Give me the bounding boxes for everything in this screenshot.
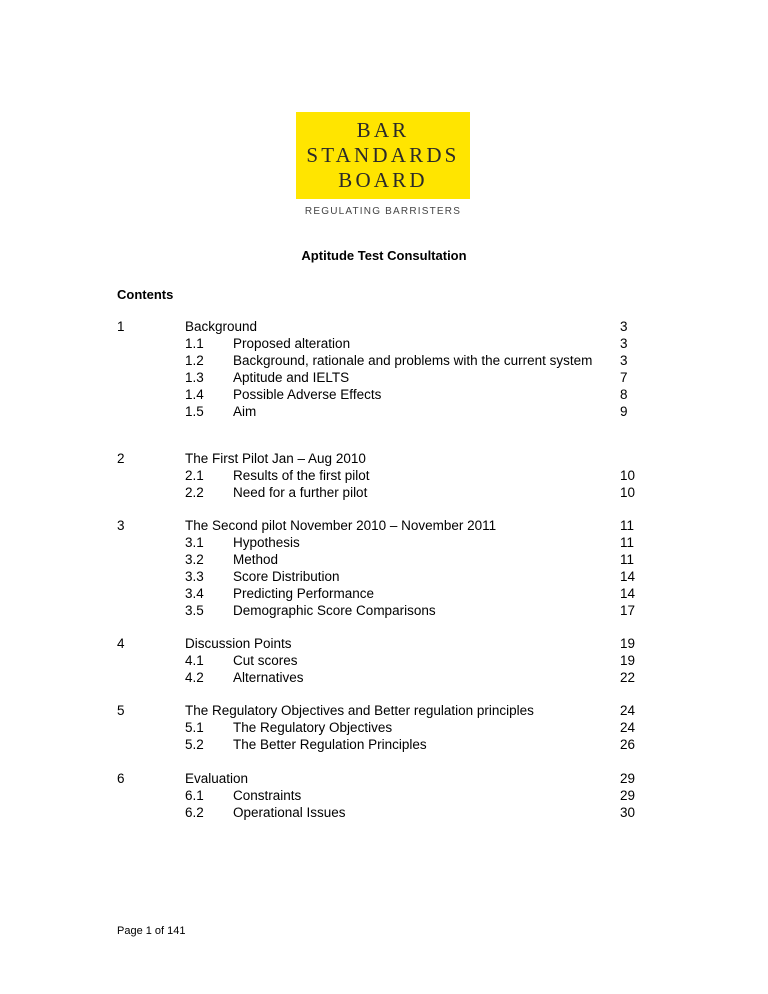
logo-tagline: REGULATING BARRISTERS — [304, 206, 462, 217]
entry-title: Aptitude and IELTS — [233, 370, 350, 385]
toc-entry[interactable] — [185, 386, 635, 403]
entry-page-number: 14 — [620, 569, 636, 584]
section-entries — [185, 770, 635, 821]
logo-line: BAR — [356, 118, 410, 142]
entry-title: Background, rationale and problems with the current system — [233, 353, 593, 368]
entry-page-number: 24 — [620, 720, 636, 735]
section-page-number: 24 — [620, 703, 636, 718]
entry-title: Need for a further pilot — [233, 485, 368, 500]
contents-heading: Contents — [117, 287, 174, 302]
entry-number: 2.2 — [185, 485, 204, 500]
entry-page-number: 14 — [620, 586, 636, 601]
entry-number: 1.5 — [185, 404, 204, 419]
toc-entry[interactable] — [185, 804, 635, 821]
section-entries — [185, 702, 635, 753]
section-page-number: 11 — [620, 518, 635, 533]
entry-number: 4.2 — [185, 670, 204, 685]
page-numbers — [620, 770, 635, 821]
page-numbers — [620, 318, 628, 420]
entry-title: The Better Regulation Principles — [233, 737, 427, 752]
document-title: Aptitude Test Consultation — [301, 248, 467, 263]
entry-page-number: 10 — [620, 485, 636, 500]
toc-entry[interactable] — [185, 551, 635, 568]
entry-title: Operational Issues — [233, 805, 346, 820]
toc-entry[interactable] — [185, 602, 635, 619]
entry-number: 6.2 — [185, 805, 204, 820]
toc-entry[interactable] — [185, 568, 635, 585]
entry-title: Aim — [233, 404, 257, 419]
entry-title: Constraints — [233, 788, 302, 803]
section-number: 1 — [117, 319, 125, 334]
logo-line: STANDARDS — [306, 143, 460, 167]
entry-page-number: 29 — [620, 788, 636, 803]
entry-title: Score Distribution — [233, 569, 340, 584]
toc-entry[interactable] — [185, 369, 635, 386]
entry-number: 4.1 — [185, 653, 204, 668]
entry-number: 3.5 — [185, 603, 204, 618]
page-numbers — [620, 635, 635, 686]
section-title[interactable]: The Second pilot November 2010 – November 2011 — [185, 518, 497, 533]
toc-entry[interactable] — [185, 669, 635, 686]
entry-number: 1.1 — [185, 336, 204, 351]
entry-page-number: 11 — [620, 535, 635, 550]
entry-title: Hypothesis — [233, 535, 300, 550]
entry-title: Results of the first pilot — [233, 468, 370, 483]
bar-standards-board-logo — [296, 112, 470, 199]
entry-title: Alternatives — [233, 670, 304, 685]
section-page-number: 19 — [620, 636, 636, 651]
page-numbers — [620, 702, 635, 753]
entry-page-number: 9 — [620, 404, 628, 419]
entry-number: 2.1 — [185, 468, 204, 483]
entry-number: 5.2 — [185, 737, 204, 752]
section-title[interactable]: Discussion Points — [185, 636, 292, 651]
entry-page-number: 26 — [620, 737, 636, 752]
section-title[interactable]: The First Pilot Jan – Aug 2010 — [185, 451, 366, 466]
section-title[interactable]: Background — [185, 319, 258, 334]
toc-entry[interactable] — [185, 719, 635, 736]
toc-entry[interactable] — [185, 403, 635, 420]
entry-page-number: 10 — [620, 468, 636, 483]
page-numbers — [620, 450, 635, 501]
toc-entry[interactable] — [185, 787, 635, 804]
page-numbers — [620, 517, 635, 619]
section-number: 6 — [117, 771, 125, 786]
entry-number: 5.1 — [185, 720, 204, 735]
section-entries — [185, 318, 635, 420]
section-number: 3 — [117, 518, 125, 533]
entry-page-number: 8 — [620, 387, 628, 402]
entry-page-number: 3 — [620, 353, 628, 368]
entry-title: Demographic Score Comparisons — [233, 603, 436, 618]
entry-title: Predicting Performance — [233, 586, 375, 601]
toc-entry[interactable] — [185, 534, 635, 551]
toc-entry[interactable] — [185, 484, 635, 501]
toc-entry[interactable] — [185, 736, 635, 753]
section-number: 2 — [117, 451, 125, 466]
entry-number: 1.4 — [185, 387, 204, 402]
section-entries — [185, 635, 635, 686]
section-entries — [185, 450, 635, 501]
entry-title: Method — [233, 552, 279, 567]
section-number: 5 — [117, 703, 125, 718]
entry-page-number: 17 — [620, 603, 636, 618]
section-page-number: 3 — [620, 319, 628, 334]
entry-number: 6.1 — [185, 788, 204, 803]
section-page-number: 29 — [620, 771, 636, 786]
entry-number: 1.2 — [185, 353, 204, 368]
section-page-number — [620, 450, 635, 467]
entry-title: The Regulatory Objectives — [233, 720, 393, 735]
entry-number: 1.3 — [185, 370, 204, 385]
entry-number: 3.2 — [185, 552, 204, 567]
section-number: 4 — [117, 636, 125, 651]
entry-title: Possible Adverse Effects — [233, 387, 382, 402]
toc-entry[interactable] — [185, 335, 635, 352]
section-entries — [185, 517, 635, 619]
entry-page-number: 7 — [620, 370, 628, 385]
entry-number: 3.4 — [185, 586, 204, 601]
section-title[interactable]: The Regulatory Objectives and Better regulation principles — [185, 703, 534, 718]
entry-title: Proposed alteration — [233, 336, 351, 351]
section-title[interactable]: Evaluation — [185, 771, 249, 786]
page-footer: Page 1 of 141 — [117, 925, 186, 937]
toc-entry[interactable] — [185, 652, 635, 669]
entry-page-number: 22 — [620, 670, 636, 685]
entry-page-number: 19 — [620, 653, 636, 668]
logo-line: BOARD — [338, 168, 428, 192]
entry-number: 3.3 — [185, 569, 204, 584]
toc-entry[interactable] — [185, 352, 635, 369]
entry-number: 3.1 — [185, 535, 204, 550]
entry-title: Cut scores — [233, 653, 298, 668]
entry-page-number: 11 — [620, 552, 635, 567]
toc-entry[interactable] — [185, 467, 635, 484]
entry-page-number: 30 — [620, 805, 636, 820]
entry-page-number: 3 — [620, 336, 628, 351]
toc-entry[interactable] — [185, 585, 635, 602]
